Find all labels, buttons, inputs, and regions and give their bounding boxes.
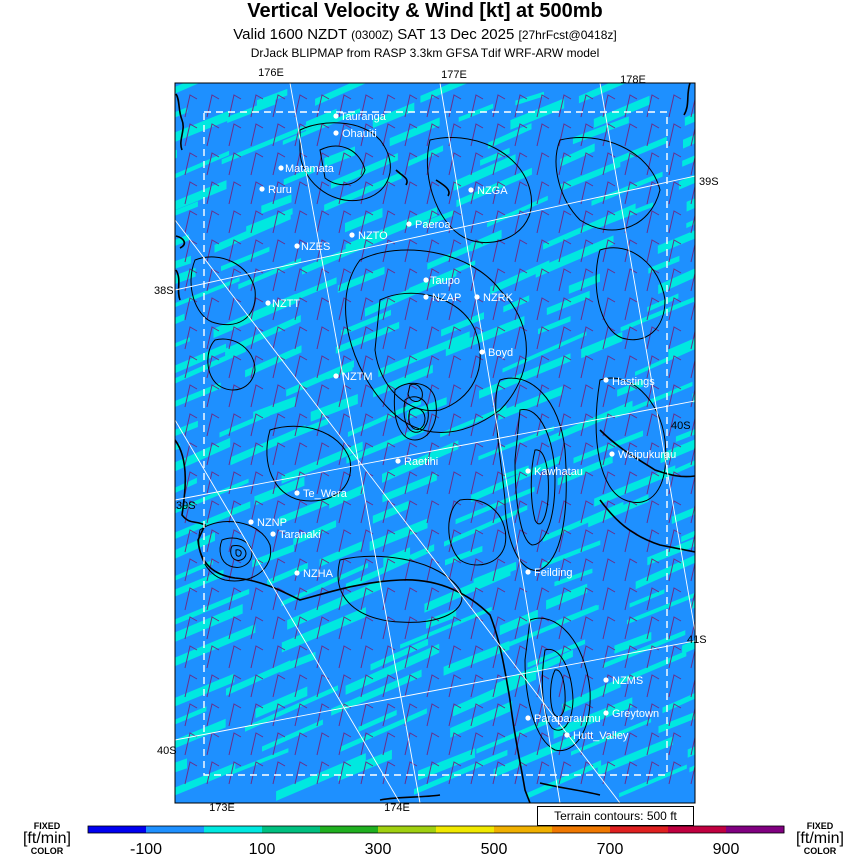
scale-swatch bbox=[204, 826, 263, 833]
place-marker bbox=[603, 376, 655, 388]
model-subtitle: DrJack BLIPMAP from RASP 3.3km GFSA Tdif WRF-ARW model bbox=[250, 46, 600, 60]
scale-tick: 700 bbox=[596, 841, 624, 858]
units-label-right: FIXED [ft/min] COLOR bbox=[795, 821, 844, 856]
color-scale-bar bbox=[88, 826, 785, 833]
place-name: NZMS bbox=[612, 675, 644, 687]
place-name: Taupo bbox=[430, 275, 460, 287]
place-name: Feilding bbox=[534, 567, 573, 579]
scale-tick: 900 bbox=[712, 841, 740, 858]
place-name: Kawhatau bbox=[534, 466, 583, 478]
place-name: NZAP bbox=[432, 292, 462, 304]
place-marker bbox=[333, 111, 386, 123]
scale-swatch bbox=[146, 826, 205, 833]
place-marker bbox=[609, 449, 676, 461]
place-name: Greytown bbox=[612, 708, 660, 720]
color-scale bbox=[88, 826, 785, 858]
scale-tick: 500 bbox=[480, 841, 508, 858]
lon-label: 173E bbox=[209, 802, 235, 814]
place-marker bbox=[278, 163, 334, 175]
place-name: Raetihi bbox=[404, 456, 439, 468]
place-name: NZTO bbox=[358, 230, 388, 242]
scale-swatch bbox=[668, 826, 727, 833]
scale-swatch bbox=[88, 826, 147, 833]
scale-swatch bbox=[378, 826, 437, 833]
place-marker bbox=[294, 488, 347, 500]
place-name: Ruru bbox=[268, 184, 292, 196]
lat-label: 39S bbox=[699, 176, 719, 188]
place-name: NZES bbox=[301, 241, 331, 253]
place-name: Hutt_Valley bbox=[573, 730, 629, 742]
place-name: NZNP bbox=[257, 517, 287, 529]
units-label-left: FIXED [ft/min] COLOR bbox=[22, 821, 71, 856]
place-marker bbox=[564, 730, 629, 742]
scale-swatch bbox=[320, 826, 379, 833]
scale-tick: 100 bbox=[248, 841, 276, 858]
lon-label: 174E bbox=[384, 802, 410, 814]
place-name: Hastings bbox=[612, 376, 655, 388]
place-marker bbox=[525, 466, 583, 478]
scale-swatch bbox=[610, 826, 669, 833]
place-name: NZTM bbox=[342, 371, 373, 383]
place-name: Tauranga bbox=[340, 111, 386, 123]
place-name: NZRK bbox=[483, 292, 513, 304]
lon-label: 176E bbox=[258, 67, 284, 79]
place-name: Taranaki bbox=[279, 529, 321, 541]
place-name: Te_Wera bbox=[303, 488, 347, 500]
place-marker bbox=[603, 708, 659, 720]
lon-label: 178E bbox=[620, 74, 646, 86]
scale-swatch bbox=[494, 826, 553, 833]
scale-swatch bbox=[436, 826, 495, 833]
valid-time: Valid 1600 NZDT (0300Z) SAT 13 Dec 2025 [27hrFcst@0418z] bbox=[233, 26, 617, 43]
place-name: Paeroa bbox=[415, 219, 451, 231]
scale-swatch bbox=[262, 826, 321, 833]
scale-swatch bbox=[552, 826, 611, 833]
lat-label: 38S bbox=[154, 285, 174, 297]
place-name: Paraparaumu bbox=[534, 713, 601, 725]
place-name: Waipukurau bbox=[618, 449, 677, 461]
lon-label: 177E bbox=[441, 69, 467, 81]
lat-label: 39S bbox=[176, 500, 196, 512]
place-name: NZTT bbox=[272, 298, 301, 310]
scale-swatch bbox=[726, 826, 785, 833]
place-marker bbox=[525, 713, 600, 725]
scale-tick: -100 bbox=[129, 841, 163, 858]
scale-tick: 300 bbox=[364, 841, 392, 858]
lat-label: 40S bbox=[157, 745, 177, 757]
lat-label: 41S bbox=[687, 634, 707, 646]
map-title: Vertical Velocity & Wind [kt] at 500mb bbox=[247, 0, 603, 22]
lat-label: 40S bbox=[671, 420, 691, 432]
place-name: NZGA bbox=[477, 185, 508, 197]
place-name: NZHA bbox=[303, 568, 333, 580]
place-name: Ohauiti bbox=[342, 128, 377, 140]
place-name: Boyd bbox=[488, 347, 514, 359]
place-name: Matamata bbox=[285, 163, 334, 175]
terrain-contour-note: Terrain contours: 500 ft bbox=[537, 806, 694, 826]
